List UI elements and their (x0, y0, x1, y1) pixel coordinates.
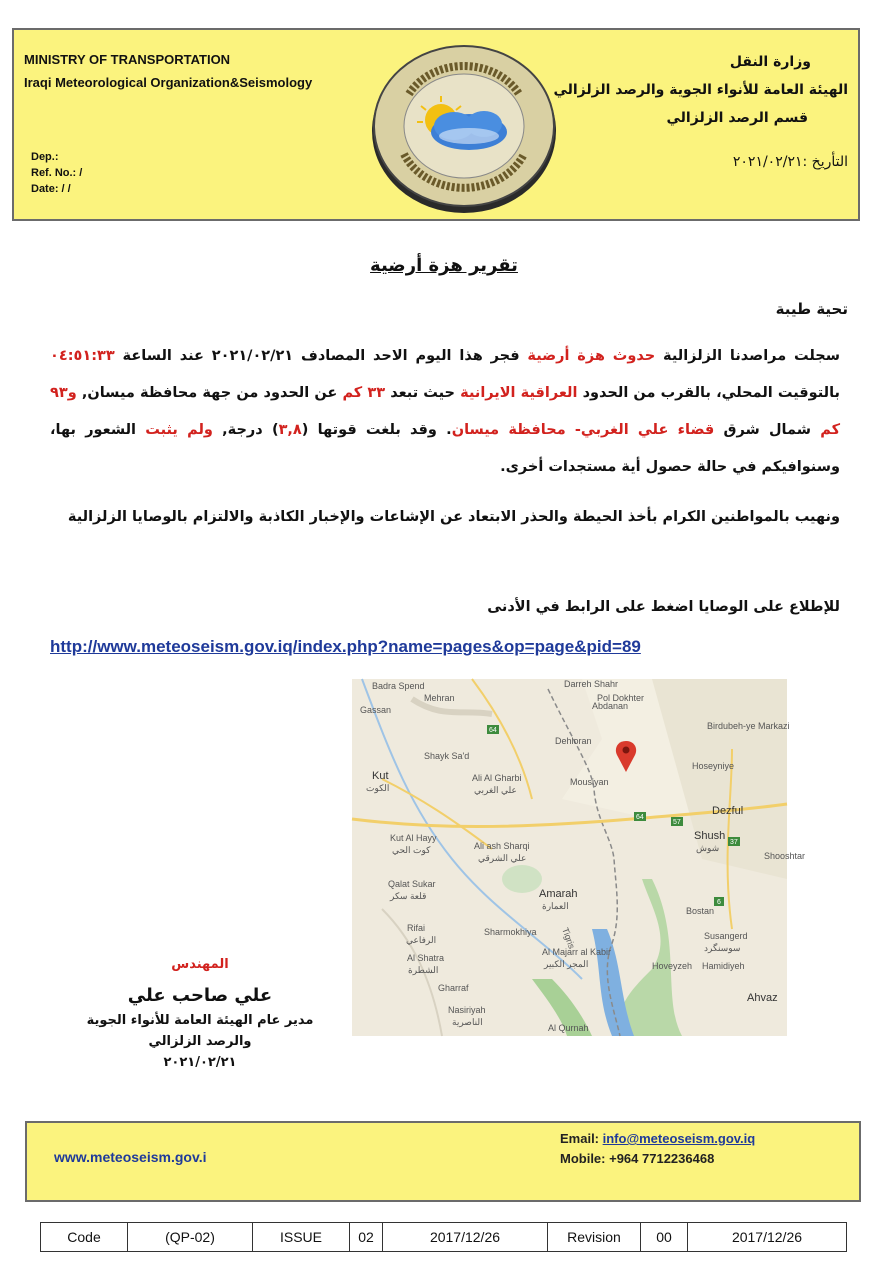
signature-title-2: والرصد الزلزالي (148, 1034, 252, 1049)
map-label: Mousiyan (570, 777, 609, 787)
footer-email-link[interactable]: info@meteoseism.gov.iq (602, 1131, 756, 1146)
map-label: Amarah (539, 888, 578, 900)
map-label: الكوت (366, 783, 390, 793)
map-label: Gharraf (438, 983, 469, 993)
map-label: Kut Al Hayy (390, 833, 437, 843)
route-marker: 64 (489, 727, 497, 734)
table-cell: 2017/12/26 (688, 1223, 847, 1252)
map-label: Hoseyniye (692, 761, 735, 771)
map-label: Pol Dokhter (597, 693, 645, 703)
footer-contact-box (25, 1121, 861, 1202)
map-label: Shooshtar (764, 851, 806, 861)
table-cell: 02 (350, 1223, 383, 1252)
map-label: Hoveyzeh (652, 961, 693, 971)
signature-date: ٢٠٢١/٠٢/٢١ (163, 1055, 237, 1070)
table-cell: ISSUE (253, 1223, 350, 1252)
map-label: Ahvaz (747, 992, 778, 1004)
map-label: Rifai (407, 923, 426, 933)
dep-label: Dep.: (31, 151, 59, 163)
signature-name: علي صاحب علي (127, 985, 273, 1006)
department-name-ar: قسم الرصد الزلزالي (666, 110, 808, 126)
map-label: Qalat Sukar (388, 879, 436, 889)
map-label: Badra Spend (372, 681, 425, 691)
map-label: سوسنگرد (704, 943, 741, 953)
map-graphic (352, 679, 806, 1036)
map-label: Hamidiyeh (702, 961, 745, 971)
map-label: شوش (696, 843, 720, 853)
ministry-name-en: MINISTRY OF TRANSPORTATION (24, 52, 231, 67)
map-label: الشطرة (408, 965, 439, 975)
map-label: Gassan (360, 705, 392, 715)
organization-name-en: Iraqi Meteorological Organization&Seismology (24, 75, 313, 90)
table-cell: 2017/12/26 (383, 1223, 548, 1252)
map-label: العمارة (542, 901, 569, 911)
footer-email-line: Email: info@meteoseism.gov.iq (560, 1131, 756, 1146)
report-paragraph-2: ونهيب بالمواطنين الكرام بأخذ الحيطة والحذر الابتعاد عن الإشاعات والإخبار الكاذبة والالتزام بالوصايا الزلزالية (67, 509, 840, 525)
map-label: Susangerd (704, 931, 748, 941)
route-marker: 57 (673, 819, 681, 826)
map-label: Bostan (686, 906, 715, 916)
map-label: Ali Al Gharbi (472, 773, 522, 783)
map-label: Shush (694, 830, 726, 842)
map-label: الناصرية (452, 1017, 483, 1027)
map-label: Ali ash Sharqi (474, 841, 530, 851)
footer-website[interactable]: www.meteoseism.gov.i (54, 1149, 207, 1165)
table-cell: 00 (641, 1223, 688, 1252)
map-label: Birdubeh-ye Markazi (707, 721, 790, 731)
organization-name-ar: الهيئة العامة للأنواء الجوية والرصد الزلزالي (553, 82, 848, 98)
map-label: علي الشرقي (478, 853, 527, 863)
map-label: Dezful (712, 805, 744, 817)
footer-mobile: Mobile: +964 7712236468 (560, 1151, 715, 1166)
signature-role: المهندس (171, 957, 229, 972)
map-label: Tigris (560, 926, 577, 951)
map-label: Dehloran (555, 736, 592, 746)
map-label: Al Qurnah (548, 1023, 589, 1033)
table-row (41, 1223, 847, 1252)
map-label: المجر الكبير (544, 959, 589, 969)
map-label: Kut (372, 770, 389, 782)
route-marker: 6 (717, 899, 721, 906)
map-label: قلعة سكر (390, 891, 427, 901)
map-label: Shayk Sa'd (424, 751, 470, 761)
report-paragraph-1: سجلت مراصدنا الزلزالية حدوث هزة أرضية فجر هذا اليوم الاحد المصادف ٢٠٢١/٠٢/٢١ عند الساعة ٠٤:٥١:٣٣ بالتوقيت المحلي، بالقرب من الحدود العراقية الايرانية حيث تبعد ٣٣ كم عن الحدود من جهة محافظة ميسان, و٩٣ كم شمال شرق قضاء علي الغربي- محافظة ميسان. وقد بلغت قوتها (٣,٨) درجة, ولم يثبت الشعور بها، وسنوافيكم في حالة حصول أية مستجدات أخرى. (50, 348, 841, 475)
letterhead (12, 28, 860, 221)
map-label: الرفاعي (406, 935, 437, 945)
report-paragraph-3: للإطلاع على الوصايا اضغط على الرابط في الأدنى (487, 599, 840, 615)
map-label: Al Shatra (407, 953, 445, 963)
earthquake-location-map[interactable] (352, 679, 806, 1036)
map-label: Sharmokhiya (484, 927, 537, 937)
ref-no-label: Ref. No.: / (31, 167, 83, 179)
route-marker: 37 (730, 839, 738, 846)
organization-logo (369, 36, 559, 216)
map-label: Nasiriyah (448, 1005, 486, 1015)
document-date-ar: التأريخ :٢٠٢١/٠٢/٢١ (732, 154, 848, 170)
table-cell: Revision (548, 1223, 641, 1252)
table-cell: (QP-02) (128, 1223, 253, 1252)
map-label: Darreh Shahr (564, 679, 619, 689)
map-label: علي الغربي (474, 785, 517, 795)
map-label: Mehran (424, 693, 455, 703)
map-label: كوت الحي (392, 845, 431, 855)
recommendations-link[interactable]: http://www.meteoseism.gov.iq/index.php?name=pages&op=page&pid=89 (50, 637, 641, 656)
greeting: تحية طيبة (775, 300, 848, 318)
ministry-name-ar: وزارة النقل (729, 54, 811, 70)
document-control-table (40, 1222, 847, 1252)
report-title: تقرير هزة أرضية (370, 255, 518, 276)
signature-title-1: مدير عام الهيئة العامة للأنواء الجوية (86, 1013, 314, 1028)
route-marker: 64 (636, 814, 644, 821)
date-label: Date: / / (31, 183, 71, 195)
map-label: Abdanan (592, 701, 629, 711)
map-label: Al Majarr al Kabir (542, 947, 612, 957)
table-cell: Code (41, 1223, 128, 1252)
